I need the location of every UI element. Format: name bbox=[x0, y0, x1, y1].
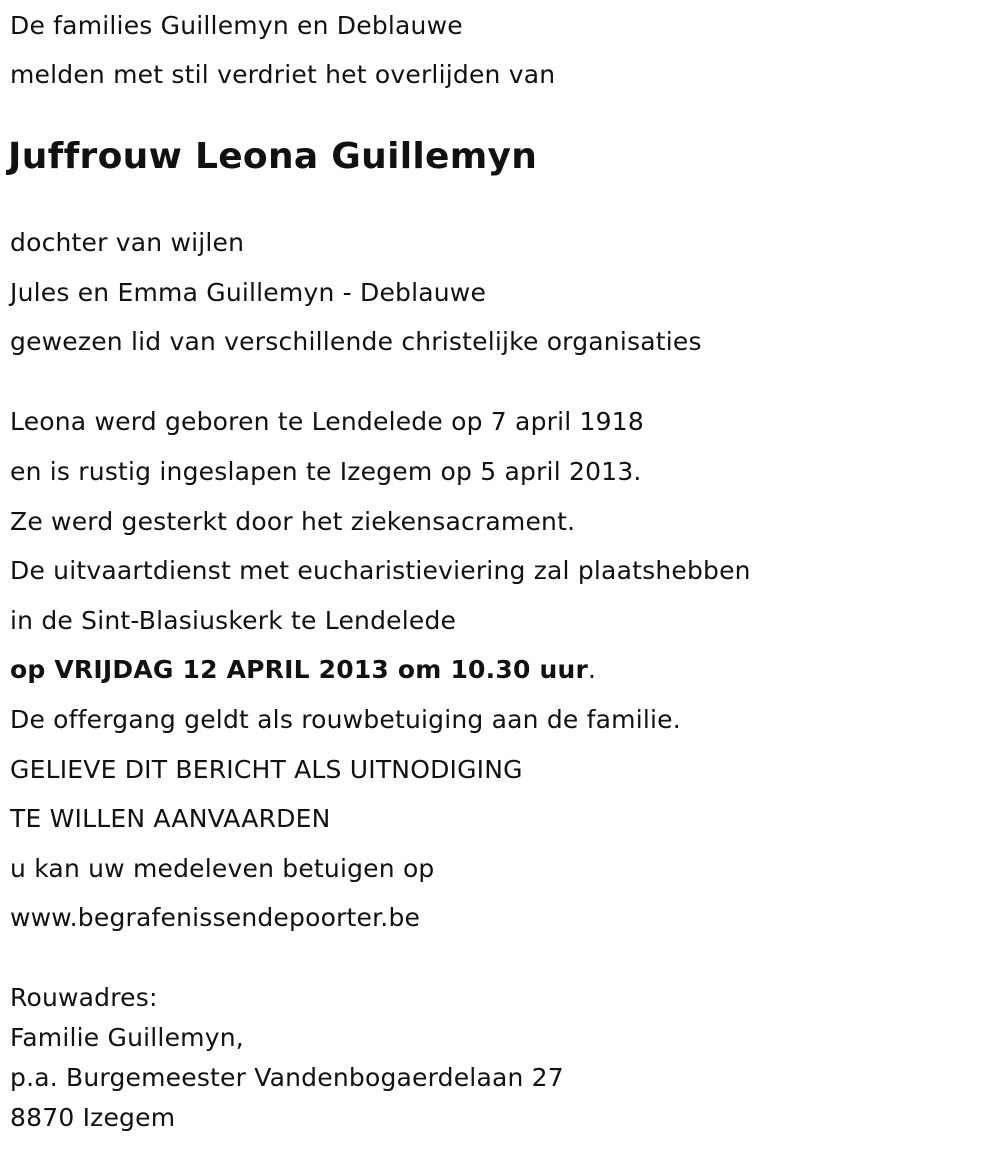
invite-line-2: TE WILLEN AANVAARDEN bbox=[10, 804, 331, 833]
sacrament-line: Ze werd gesterkt door het ziekensacrament. bbox=[10, 507, 576, 536]
born-line: Leona werd geboren te Lendelede op 7 april 1918 bbox=[10, 407, 644, 436]
service-line-1: De uitvaartdienst met eucharistieviering zal plaatshebben bbox=[10, 556, 751, 585]
address-label: Rouwadres: bbox=[10, 983, 158, 1012]
relation-line-1: dochter van wijlen bbox=[10, 228, 245, 257]
service-date-punct: . bbox=[587, 655, 597, 684]
service-date: op VRIJDAG 12 APRIL 2013 om 10.30 uur bbox=[10, 655, 588, 684]
offering-line: De offergang geldt als rouwbetuiging aan de familie. bbox=[10, 705, 681, 734]
died-line: en is rustig ingeslapen te Izegem op 5 april 2013. bbox=[10, 457, 642, 486]
address-city: 8870 Izegem bbox=[10, 1103, 176, 1132]
relation-line-2: Jules en Emma Guillemyn - Deblauwe bbox=[10, 278, 487, 307]
invite-line-1: GELIEVE DIT BERICHT ALS UITNODIGING bbox=[10, 755, 523, 784]
intro-line-1: De families Guillemyn en Deblauwe bbox=[10, 11, 463, 40]
deceased-name: Juffrouw Leona Guillemyn bbox=[8, 136, 538, 177]
relation-line-3: gewezen lid van verschillende christelijke organisaties bbox=[10, 327, 702, 356]
address-street: p.a. Burgemeester Vandenbogaerdelaan 27 bbox=[10, 1063, 564, 1092]
service-line-2: in de Sint-Blasiuskerk te Lendelede bbox=[10, 606, 457, 635]
intro-line-2: melden met stil verdriet het overlijden van bbox=[10, 60, 556, 89]
address-family: Familie Guillemyn, bbox=[10, 1023, 244, 1052]
website-link[interactable]: www.begrafenissendepoorter.be bbox=[10, 903, 421, 932]
service-date-line bbox=[10, 655, 596, 685]
condolence-line: u kan uw medeleven betuigen op bbox=[10, 854, 435, 883]
